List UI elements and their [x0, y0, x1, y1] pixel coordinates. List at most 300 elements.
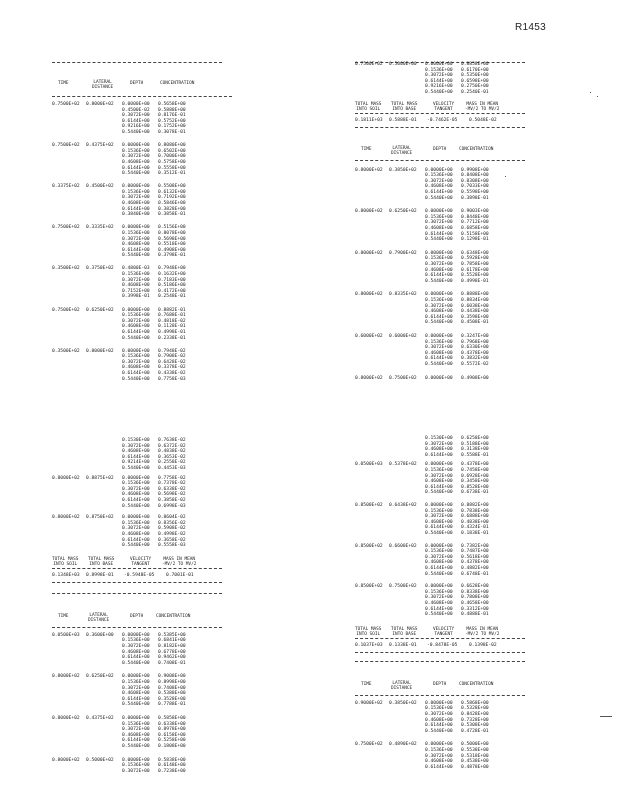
depth-value: 0.3072E+00: [425, 473, 453, 479]
header-lateral-distance: LATERAL DISTANCE: [391, 680, 413, 691]
depth-value: 0.9216E+00: [122, 124, 150, 130]
depth-value: 0.0000E+00: [425, 292, 453, 298]
concentration-value: 0.4378E+00: [461, 560, 489, 566]
header-rule: [355, 695, 525, 696]
depth-value: 0.3072E+00: [122, 486, 150, 492]
depth-value: 0.3072E+00: [122, 359, 150, 365]
time-value: 0.8500E+02: [355, 503, 383, 508]
concentration-value: 0.7382E+00: [461, 543, 489, 549]
concentration-value: 0.6738E-01: [461, 490, 489, 496]
depth-value: 0.4608E+00: [425, 759, 453, 765]
concentration-value: 0.3798E-01: [158, 253, 186, 259]
depth-value: 0.6144E+00: [122, 537, 150, 543]
concentration-value: 0.5858E+00: [158, 716, 186, 721]
header-concentration: CONCENTRATION: [459, 681, 494, 687]
concentration-value: 0.1298E-01: [461, 237, 489, 243]
concentration-value: 0.4324E-01: [461, 525, 489, 531]
concentration-value: 0.5350E+00: [461, 73, 489, 79]
concentration-value: 0.7183E+00: [158, 277, 186, 283]
depth-value: 0.1536E+00: [425, 748, 453, 753]
concentration-value: 0.6888E+00: [461, 514, 489, 520]
header-depth: DEPTH: [130, 613, 144, 619]
concentration-value: 0.7638E-02: [158, 438, 186, 443]
depth-value: 0.0000E+00: [122, 515, 150, 521]
concentration-value: 0.4818E-02: [158, 318, 186, 324]
depth-value: 0.6144E+00: [425, 525, 453, 531]
depth-value: 0.4608E+00: [122, 691, 150, 697]
depth-value: 0.5440E+00: [425, 90, 453, 95]
scan-speck: [590, 92, 591, 93]
depth-value: 0.3840E+00: [122, 212, 150, 218]
depth-value: 0.3072E+00: [425, 441, 453, 447]
scan-speck: [597, 96, 598, 97]
depth-value: 0.0000E+00: [122, 184, 150, 190]
concentration-value: 0.8428E+00: [461, 712, 489, 717]
concentration-value: 0.6178E+00: [461, 267, 489, 273]
concentration-value: 0.8182E+00: [158, 644, 186, 649]
concentration-value: 0.8356E-02: [158, 520, 186, 526]
time-value: 0.7500E+02: [355, 62, 383, 67]
concentration-value: 0.5752E+00: [158, 118, 186, 124]
concentration-value: 0.3312E+00: [461, 606, 489, 612]
depth-value: 0.1536E+00: [425, 214, 453, 220]
time-value: 0.8000E+02: [355, 209, 383, 215]
depth-value: 0.5440E+00: [425, 362, 453, 367]
concentration-value: 0.2548E-01: [158, 294, 186, 300]
concentration-value: 0.8882E+00: [461, 503, 489, 508]
depth-value: 0.4608E+00: [122, 649, 150, 655]
header-time: TIME: [361, 681, 372, 687]
concentration-value: 0.5888E+00: [158, 107, 186, 113]
lateral-distance-value: 0.6250E+02: [86, 307, 114, 313]
concentration-value: 0.7858E+00: [461, 262, 489, 267]
concentration-value: 0.5308E+00: [461, 723, 489, 729]
concentration-value: 0.7000E+00: [158, 154, 186, 160]
concentration-value: 0.6338E-02: [158, 486, 186, 492]
concentration-value: 0.5908E-02: [158, 526, 186, 532]
lateral-distance-value: 0.8875E+02: [86, 475, 114, 481]
depth-value: 0.1536E+00: [425, 549, 453, 555]
concentration-value: 0.2750E+00: [461, 84, 489, 90]
concentration-value: 0.5838E+00: [158, 757, 186, 763]
concentration-value: 0.5188E+00: [461, 441, 489, 447]
concentration-value: 0.5518E+00: [158, 242, 186, 248]
concentration-value: 0.3247E+00: [461, 334, 489, 339]
depth-value: 0.0000E+00: [122, 307, 150, 313]
concentration-value: 0.7968E+00: [461, 339, 489, 345]
concentration-value: 0.1838E-01: [461, 531, 489, 536]
concentration-value: 0.4838E+00: [461, 519, 489, 525]
depth-value: 0.4608E+00: [122, 732, 150, 738]
depth-value: 0.1536E+00: [122, 230, 150, 236]
depth-value: 0.1536E+00: [425, 706, 453, 712]
concentration-value: 0.5508E+00: [158, 184, 186, 190]
depth-value: 0.6144E+00: [425, 566, 453, 571]
depth-value: 0.1536E+00: [425, 508, 453, 514]
depth-value: 0.5440E+00: [122, 543, 150, 549]
concentration-value: 0.7487E+00: [461, 549, 489, 555]
scan-speck: [505, 176, 506, 177]
depth-value: 0.1530E+00: [122, 438, 150, 443]
depth-value: 0.4608E+00: [425, 447, 453, 453]
depth-value: 0.1536E+00: [122, 520, 150, 526]
depth-value: 0.3072E+00: [122, 644, 150, 649]
depth-value: 0.4608E+00: [122, 201, 150, 206]
depth-value: 0.3072E+00: [425, 753, 453, 759]
concentration-value: 0.8858E+00: [461, 62, 489, 67]
depth-value: 0.3072E+00: [122, 277, 150, 283]
depth-value: 0.3072E+00: [425, 303, 453, 309]
concentration-value: 0.4908E+00: [461, 375, 489, 381]
concentration-value: 0.3858E-02: [158, 498, 186, 503]
depth-value: 0.5440E+00: [122, 503, 150, 509]
left-header: [52, 80, 232, 100]
depth-value: 0.6144E+00: [425, 273, 453, 279]
depth-value: 0.4800E-03: [122, 266, 150, 272]
depth-value: 0.5440E+00: [122, 702, 150, 708]
summary-into-base: 0.1338E-01: [389, 642, 417, 648]
depth-value: 0.5440E+00: [425, 278, 453, 284]
concentration-value: 0.6998E-03: [158, 503, 186, 509]
concentration-value: 0.4338E-02: [158, 371, 186, 376]
lateral-distance-value: 0.8000E+02: [86, 102, 114, 107]
concentration-value: 0.7788E-01: [158, 702, 186, 708]
time-value: 0.9000E+02: [355, 700, 383, 706]
concentration-value: 0.5928E+00: [461, 256, 489, 262]
concentration-value: 0.8080E+00: [158, 143, 186, 149]
depth-value: 0.6144E+00: [122, 696, 150, 702]
concentration-value: 0.8528E+00: [461, 484, 489, 490]
concentration-value: 0.7688E-01: [158, 313, 186, 319]
depth-value: 0.4608E+00: [122, 532, 150, 537]
time-value: 0.8000E+02: [52, 475, 80, 481]
depth-value: 0.3072E+00: [122, 443, 150, 449]
concentration-value: 0.8308E+00: [461, 178, 489, 184]
concentration-value: 0.7033E+00: [461, 184, 489, 190]
depth-value: 0.0000E+00: [425, 250, 453, 256]
depth-value: 0.3072E+00: [122, 727, 150, 733]
concentration-value: 0.4888E-01: [461, 612, 489, 618]
depth-value: 0.5440E+00: [425, 531, 453, 536]
concentration-value: 0.5618E+00: [461, 554, 489, 560]
header-rule: [52, 627, 222, 628]
depth-value: 0.3072E+00: [122, 236, 150, 242]
concentration-value: 0.8604E-02: [158, 515, 186, 521]
header-concentration: CONCENTRATION: [156, 613, 191, 619]
header-depth: DEPTH: [130, 81, 144, 86]
lateral-distance-value: 0.7500E+02: [389, 375, 417, 381]
lateral-distance-value: 0.3850E+02: [389, 167, 417, 173]
depth-value: 0.4608E+00: [122, 159, 150, 165]
concentration-value: 0.5658E+00: [158, 102, 186, 107]
time-value: 0.3375E+02: [52, 184, 80, 190]
summary-into-soil: 0.1037E+03: [355, 642, 383, 648]
time-value: 0.8000E+02: [355, 250, 383, 256]
summary-header-velocity: VELOCITY TANGENT: [433, 101, 455, 112]
concentration-value: 0.4998E-02: [158, 532, 186, 537]
depth-value: 0.1536E+00: [425, 339, 453, 345]
depth-value: 0.1536E+00: [425, 298, 453, 303]
time-value: 0.8500E+02: [355, 584, 383, 590]
depth-value: 0.1536E+00: [122, 721, 150, 727]
depth-value: 0.0000E+00: [122, 632, 150, 638]
depth-value: 0.5440E+00: [425, 320, 453, 326]
summary-header-soil: TOTAL MASS INTO SOIL: [52, 556, 79, 567]
lateral-distance-value: 0.8000E+02: [86, 348, 114, 354]
depth-value: 0.5440E+00: [122, 376, 150, 382]
depth-value: 0.6144E+00: [122, 655, 150, 661]
depth-value: 0.1536E+00: [122, 638, 150, 644]
concentration-value: 0.4998E-01: [158, 329, 186, 335]
left-lower: [52, 438, 252, 778]
concentration-value: 0.3528E+00: [158, 696, 186, 702]
concentration-value: 0.5588E-01: [461, 452, 489, 458]
depth-value: 0.0000E+00: [122, 143, 150, 149]
concentration-value: 0.5572E-02: [461, 362, 489, 367]
depth-value: 0.6144E+00: [425, 764, 453, 770]
depth-value: 0.4608E+00: [122, 324, 150, 330]
scan-speck: [600, 716, 612, 717]
concentration-value: 0.3653E-02: [158, 454, 186, 460]
concentration-value: 0.7378E-02: [158, 481, 186, 487]
summary-header-soil: TOTAL MASS INTO SOIL: [355, 626, 382, 637]
time-value: 0.3500E+02: [52, 348, 80, 354]
concentration-value: 0.6598E+00: [461, 78, 489, 84]
depth-value: 0.0000E+00: [425, 584, 453, 590]
header-depth: DEPTH: [433, 146, 447, 152]
header-lateral-distance: LATERAL DISTANCE: [391, 145, 413, 156]
left-top-rule: [52, 62, 222, 63]
concentration-value: 0.5388E+00: [158, 691, 186, 697]
concentration-value: 0.6628E+00: [461, 584, 489, 590]
concentration-value: 0.3078E-01: [158, 130, 186, 135]
summary-into-soil: 0.1348E+03: [52, 572, 80, 578]
depth-value: 0.6144E+00: [122, 118, 150, 124]
concentration-value: 0.8078E+00: [158, 230, 186, 236]
depth-value: 0.6144E+00: [425, 606, 453, 612]
concentration-value: 0.6748E-01: [461, 571, 489, 577]
page-id: R1453: [515, 22, 546, 33]
concentration-value: 0.5868E+00: [461, 700, 489, 706]
depth-value: 0.4608E+00: [425, 309, 453, 315]
concentration-value: 0.7192E+00: [158, 195, 186, 201]
concentration-value: 0.9003E+00: [461, 209, 489, 215]
concentration-value: 0.6858E+00: [461, 226, 489, 231]
concentration-value: 0.7712E+00: [461, 220, 489, 226]
depth-value: 0.4608E+00: [425, 479, 453, 485]
concentration-value: 0.5598E+00: [461, 190, 489, 195]
summary-rule: [355, 638, 525, 639]
depth-value: 0.6144E+00: [425, 231, 453, 237]
concentration-value: 0.3832E+00: [461, 356, 489, 362]
depth-value: 0.5440E+00: [122, 660, 150, 666]
lateral-distance-value: 0.7500E+02: [389, 584, 417, 590]
concentration-value: 0.5000E+00: [461, 742, 489, 748]
concentration-value: 0.7408E+00: [158, 685, 186, 691]
concentration-value: 0.3512E-01: [158, 171, 186, 177]
depth-value: 0.1536E+00: [122, 313, 150, 319]
lateral-distance-value: 0.8335E+02: [389, 292, 417, 298]
time-value: 0.8000E+02: [52, 757, 80, 763]
concentration-value: 0.3898E-01: [461, 195, 489, 201]
concentration-value: 0.6038E+00: [461, 303, 489, 309]
summary-header-base: TOTAL MASS INTO BASE: [88, 556, 115, 567]
concentration-value: 0.1752E+00: [158, 124, 186, 130]
depth-value: 0.5440E+00: [425, 490, 453, 496]
concentration-value: 0.4878E+00: [461, 764, 489, 770]
concentration-value: 0.5158E+00: [461, 231, 489, 237]
time-value: 0.8000E+02: [52, 716, 80, 721]
depth-value: 0.3072E+00: [425, 514, 453, 520]
concentration-value: 0.5698E-02: [158, 492, 186, 498]
depth-value: 0.4608E+00: [425, 350, 453, 356]
concentration-value: 0.7328E+00: [461, 717, 489, 723]
depth-value: 0.5440E+00: [122, 253, 150, 259]
left-col: [52, 100, 252, 380]
depth-value: 0.5440E+00: [122, 130, 150, 135]
concentration-value: 0.4838E-02: [158, 449, 186, 455]
lateral-distance-value: 0.5378E+02: [389, 462, 417, 468]
depth-value: 0.1536E+00: [122, 272, 150, 277]
concentration-value: 0.5758E+00: [158, 159, 186, 165]
concentration-value: 0.2540E-01: [461, 90, 489, 95]
depth-value: 0.6144E+00: [122, 329, 150, 335]
depth-value: 0.0000E+00: [425, 375, 453, 381]
summary-header-base: TOTAL MASS INTO BASE: [391, 626, 418, 637]
depth-value: 0.4608E+00: [425, 226, 453, 231]
concentration-value: 0.6158E+00: [158, 732, 186, 738]
depth-value: 0.4608E+00: [122, 365, 150, 371]
depth-value: 0.5440E+00: [122, 744, 150, 749]
left-header-rule: [52, 96, 232, 97]
depth-value: 0.9216E+00: [425, 84, 453, 90]
concentration-value: 0.5698E+00: [158, 236, 186, 242]
depth-value: 0.6144E+00: [425, 190, 453, 195]
concentration-value: 0.8998E+00: [158, 680, 186, 685]
concentration-value: 0.5385E+00: [158, 632, 186, 638]
concentration-value: 0.6428E-02: [158, 359, 186, 365]
depth-value: 0.0000E+00: [122, 475, 150, 481]
depth-value: 0.5440E+00: [425, 728, 453, 734]
concentration-value: 0.7758E-02: [158, 475, 186, 481]
header-lateral-distance: LATERAL DISTANCE: [92, 80, 114, 90]
right-lower: [355, 436, 575, 786]
depth-value: 0.5440E+00: [122, 335, 150, 341]
depth-value: 0.1536E+00: [122, 680, 150, 685]
depth-value: 0.3072E+00: [122, 685, 150, 691]
depth-value: 0.6144E+00: [425, 452, 453, 458]
lateral-distance-value: 0.3335E+02: [86, 225, 114, 231]
summary-header-velocity: VELOCITY TANGENT: [433, 626, 455, 637]
time-value: 0.0500E+03: [355, 462, 383, 468]
concentration-value: 0.9908E+00: [461, 167, 489, 173]
concentration-value: 0.5528E+00: [461, 273, 489, 279]
depth-value: 0.3998E-01: [122, 294, 150, 300]
concentration-value: 0.4378E+00: [461, 350, 489, 356]
depth-value: 0.1536E+00: [122, 481, 150, 487]
time-value: 0.8000E+02: [355, 292, 383, 298]
header-lateral-distance: LATERAL DISTANCE: [88, 612, 110, 623]
summary-velocity: -0.7462E-05: [427, 117, 458, 123]
depth-value: 0.0000E+00: [425, 543, 453, 549]
concentration-value: 0.1128E-01: [158, 324, 186, 330]
lateral-distance-value: 0.4375E+02: [86, 716, 114, 721]
concentration-value: 0.6330E+00: [461, 345, 489, 351]
summary-rule: [355, 113, 525, 114]
summary-header-base: TOTAL MASS INTO BASE: [391, 101, 418, 112]
header-rule: [355, 160, 525, 161]
concentration-value: 0.5186E+00: [158, 283, 186, 289]
concentration-value: 0.3828E+00: [158, 206, 186, 212]
header-time: TIME: [361, 146, 372, 152]
depth-value: 0.6144E+00: [425, 723, 453, 729]
depth-value: 0.3072E+00: [122, 113, 150, 119]
summary-mass: 0.5048E-02: [469, 117, 497, 123]
lateral-distance-value: 0.4500E+02: [86, 184, 114, 190]
concentration-value: 0.3858E-01: [158, 212, 186, 218]
concentration-value: 0.5258E+00: [158, 738, 186, 744]
concentration-value: 0.6778E+00: [158, 649, 186, 655]
lateral-distance-value: 0.6250E+02: [86, 674, 114, 680]
depth-value: 0.3072E+00: [425, 73, 453, 79]
depth-value: 0.5440E+00: [425, 237, 453, 243]
concentration-value: 0.4728E-01: [461, 728, 489, 734]
depth-value: 0.1530E+00: [425, 436, 453, 441]
depth-value: 0.1536E+00: [425, 468, 453, 473]
time-value: 0.3500E+02: [52, 266, 80, 272]
concentration-value: 0.6348E+00: [461, 250, 489, 256]
depth-value: 0.6144E+00: [122, 247, 150, 253]
depth-value: 0.1536E+00: [425, 173, 453, 179]
depth-value: 0.3072E+00: [425, 554, 453, 560]
concentration-value: 0.4658E+00: [461, 601, 489, 606]
concentration-value: 0.7238E+00: [158, 768, 186, 774]
depth-value: 0.4608E+00: [122, 242, 150, 248]
depth-value: 0.5440E+00: [425, 195, 453, 201]
concentration-value: 0.6372E-02: [158, 443, 186, 449]
lateral-distance-value: 0.4375E+02: [86, 143, 114, 149]
depth-value: 0.0000E+00: [122, 757, 150, 763]
concentration-value: 0.6132E+00: [158, 189, 186, 195]
depth-value: 0.1536E+00: [425, 67, 453, 73]
header-depth: DEPTH: [433, 681, 447, 687]
time-value: 0.6000E+02: [355, 334, 383, 339]
concentration-value: 0.7758E-03: [158, 376, 186, 382]
depth-value: 0.1536E+00: [425, 589, 453, 595]
depth-value: 0.4608E+00: [425, 267, 453, 273]
depth-value: 0.3072E+00: [425, 345, 453, 351]
concentration-value: 0.7908E-02: [158, 354, 186, 360]
concentration-value: 0.8888E+00: [461, 292, 489, 298]
concentration-value: 0.5558E-03: [158, 543, 186, 549]
header-concentration: CONCENTRATION: [160, 81, 195, 86]
depth-value: 0.6144E+00: [425, 78, 453, 84]
depth-value: 0.0000E+00: [122, 716, 150, 721]
summary-header-mass: MASS IN MEAN -MV/2 TO MV/2: [465, 101, 500, 112]
depth-value: 0.6144E+00: [425, 484, 453, 490]
concentration-value: 0.8176E-01: [158, 113, 186, 119]
concentration-value: 0.4538E+00: [461, 759, 489, 765]
depth-value: 0.3072E+00: [425, 178, 453, 184]
depth-value: 0.6144E+00: [122, 371, 150, 376]
depth-value: 0.1536E+00: [122, 763, 150, 769]
depth-value: 0.0000E+00: [122, 348, 150, 354]
depth-value: 0.5440E+00: [425, 571, 453, 577]
depth-value: 0.0000E+00: [122, 225, 150, 231]
depth-value: 0.3072E+00: [122, 526, 150, 532]
depth-value: 0.0000E+00: [425, 742, 453, 748]
concentration-value: 0.3138E+00: [461, 447, 489, 453]
